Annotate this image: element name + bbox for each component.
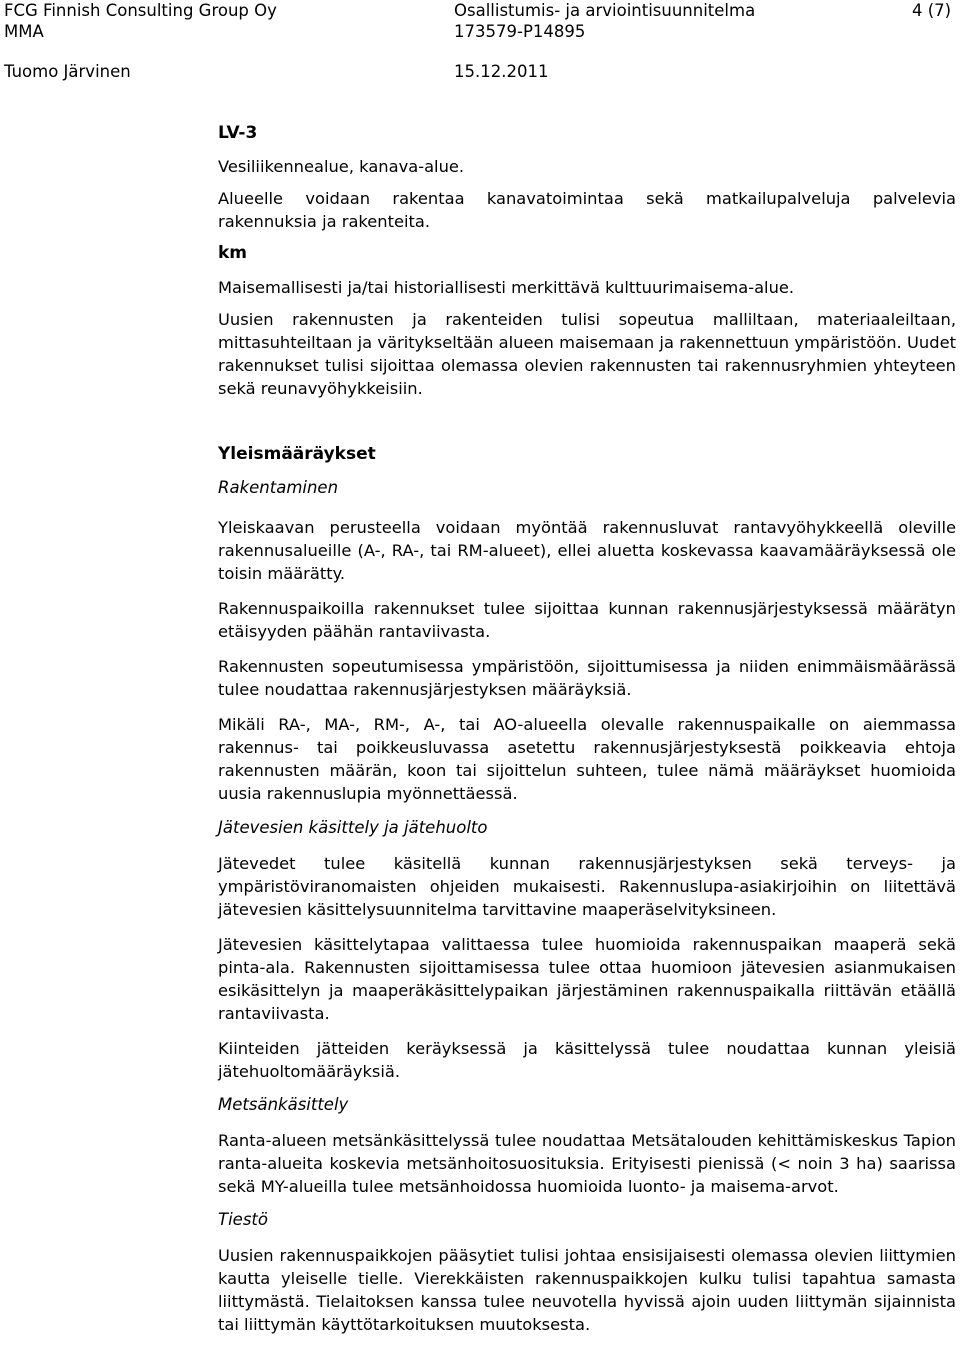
construction-paragraph-3: Rakennusten sopeutumisessa ympäristöön, sijoittumisessa ja niiden enimmäismäärässä tulee noudattaa rakennusjärjestyksen määräyksiä. bbox=[218, 657, 956, 699]
general-regulations-heading: Yleismääräykset bbox=[218, 444, 376, 464]
header-project-code: 173579-P14895 bbox=[454, 22, 586, 41]
document-body bbox=[218, 122, 956, 1336]
header-page-number: 4 (7) bbox=[912, 1, 952, 20]
wastewater-subheading: Jätevesien käsittely ja jätehuolto bbox=[218, 818, 488, 837]
header-author: Tuomo Järvinen bbox=[4, 62, 131, 81]
construction-subheading: Rakentaminen bbox=[218, 478, 339, 497]
forestry-subheading: Metsänkäsittely bbox=[218, 1095, 349, 1114]
lv3-description: Vesiliikennealue, kanava-alue. bbox=[218, 157, 465, 176]
km-regulation: Uusien rakennusten ja rakenteiden tulisi sopeutua malliltaan, materiaaleiltaan, mittasuhteiltaan ja väritykseltään alueen maisemaan ja rakennettuun ympäristöön. Uudet rakennukset tulisi sijoittaa olemassa olevien rakennusten tai rakennusryhmien yhteyteen sekä reunavyöhykkeisiin. bbox=[218, 310, 956, 398]
roads-subheading: Tiestö bbox=[218, 1210, 268, 1229]
wastewater-paragraph-1: Jätevedet tulee käsitellä kunnan rakennusjärjestyksen sekä terveys- ja ympäristöviranomaisten ohjeiden mukaisesti. Rakennuslupa-asiakirjoihin on liitettävä jätevesien käsittelysuunnitelma tarvittavine maaperäselvityksineen. bbox=[218, 854, 956, 919]
header-dept: MMA bbox=[4, 22, 44, 41]
wastewater-paragraph-3: Kiinteiden jätteiden keräyksessä ja käsittelyssä tulee noudattaa kunnan yleisiä jätehuoltomääräyksiä. bbox=[218, 1039, 956, 1081]
km-description: Maisemallisesti ja/tai historiallisesti merkittävä kulttuurimaisema-alue. bbox=[218, 278, 795, 297]
lv3-regulation: Alueelle voidaan rakentaa kanavatoimintaa sekä matkailupalveluja palvelevia rakennuksia ja rakenteita. bbox=[218, 189, 956, 231]
km-heading: km bbox=[218, 243, 248, 263]
construction-paragraph-4: Mikäli RA-, MA-, RM-, A-, tai AO-alueella olevalle rakennuspaikalle on aiemmassa rakennus- tai poikkeusluvassa asetettu rakennusjärjestyksestä poikkeavia ehtoja rakennusten määrän, koon tai sijoittelun suhteen, tulee nämä määräykset huomioida uusia rakennuslupia myönnettäessä. bbox=[218, 715, 956, 803]
roads-paragraph-1: Uusien rakennuspaikkojen pääsytiet tulisi johtaa ensisijaisesti olemassa olevien liittymien kautta yleiselle tielle. Vierekkäisten rakennuspaikkojen kulku tulisi tapahtua samasta liittymästä. Tielaitoksen kanssa tulee neuvotella hyvissä ajoin uuden liittymän sijainnista tai liittymän käyttötarkoituksen muutoksesta. bbox=[218, 1246, 956, 1334]
lv3-heading: LV-3 bbox=[218, 123, 258, 143]
wastewater-paragraph-2: Jätevesien käsittelytapaa valittaessa tulee huomioida rakennuspaikan maaperä sekä pinta-ala. Rakennusten sijoittamisessa tulee ottaa huomioon jätevesien asianmukaisen esikäsittelyn ja maaperäkäsittelypaikan järjestäminen rakennuspaikalla riittävän etäällä rantaviivasta. bbox=[218, 935, 956, 1023]
construction-paragraph-1: Yleiskaavan perusteella voidaan myöntää rakennusluvat rantavyöhykkeellä oleville rakennusalueille (A-, RA-, tai RM-alueet), ellei aluetta koskevassa kaavamääräyksessä ole toisin määrätty. bbox=[218, 518, 956, 583]
header-company: FCG Finnish Consulting Group Oy bbox=[4, 1, 277, 20]
header-doc-title: Osallistumis- ja arviointisuunnitelma bbox=[454, 1, 756, 20]
forestry-paragraph-1: Ranta-alueen metsänkäsittelyssä tulee noudattaa Metsätalouden kehittämiskeskus Tapion ranta-alueita koskevia metsänhoitosuosituksia. Erityisesti pienissä (< noin 3 ha) saarissa sekä MY-alueilla tulee metsänhoidossa huomioida luonto- ja maisema-arvot. bbox=[218, 1131, 956, 1196]
header-date: 15.12.2011 bbox=[454, 62, 549, 81]
construction-paragraph-2: Rakennuspaikoilla rakennukset tulee sijoittaa kunnan rakennusjärjestyksessä määrätyn etäisyyden päähän rantaviivasta. bbox=[218, 599, 956, 641]
